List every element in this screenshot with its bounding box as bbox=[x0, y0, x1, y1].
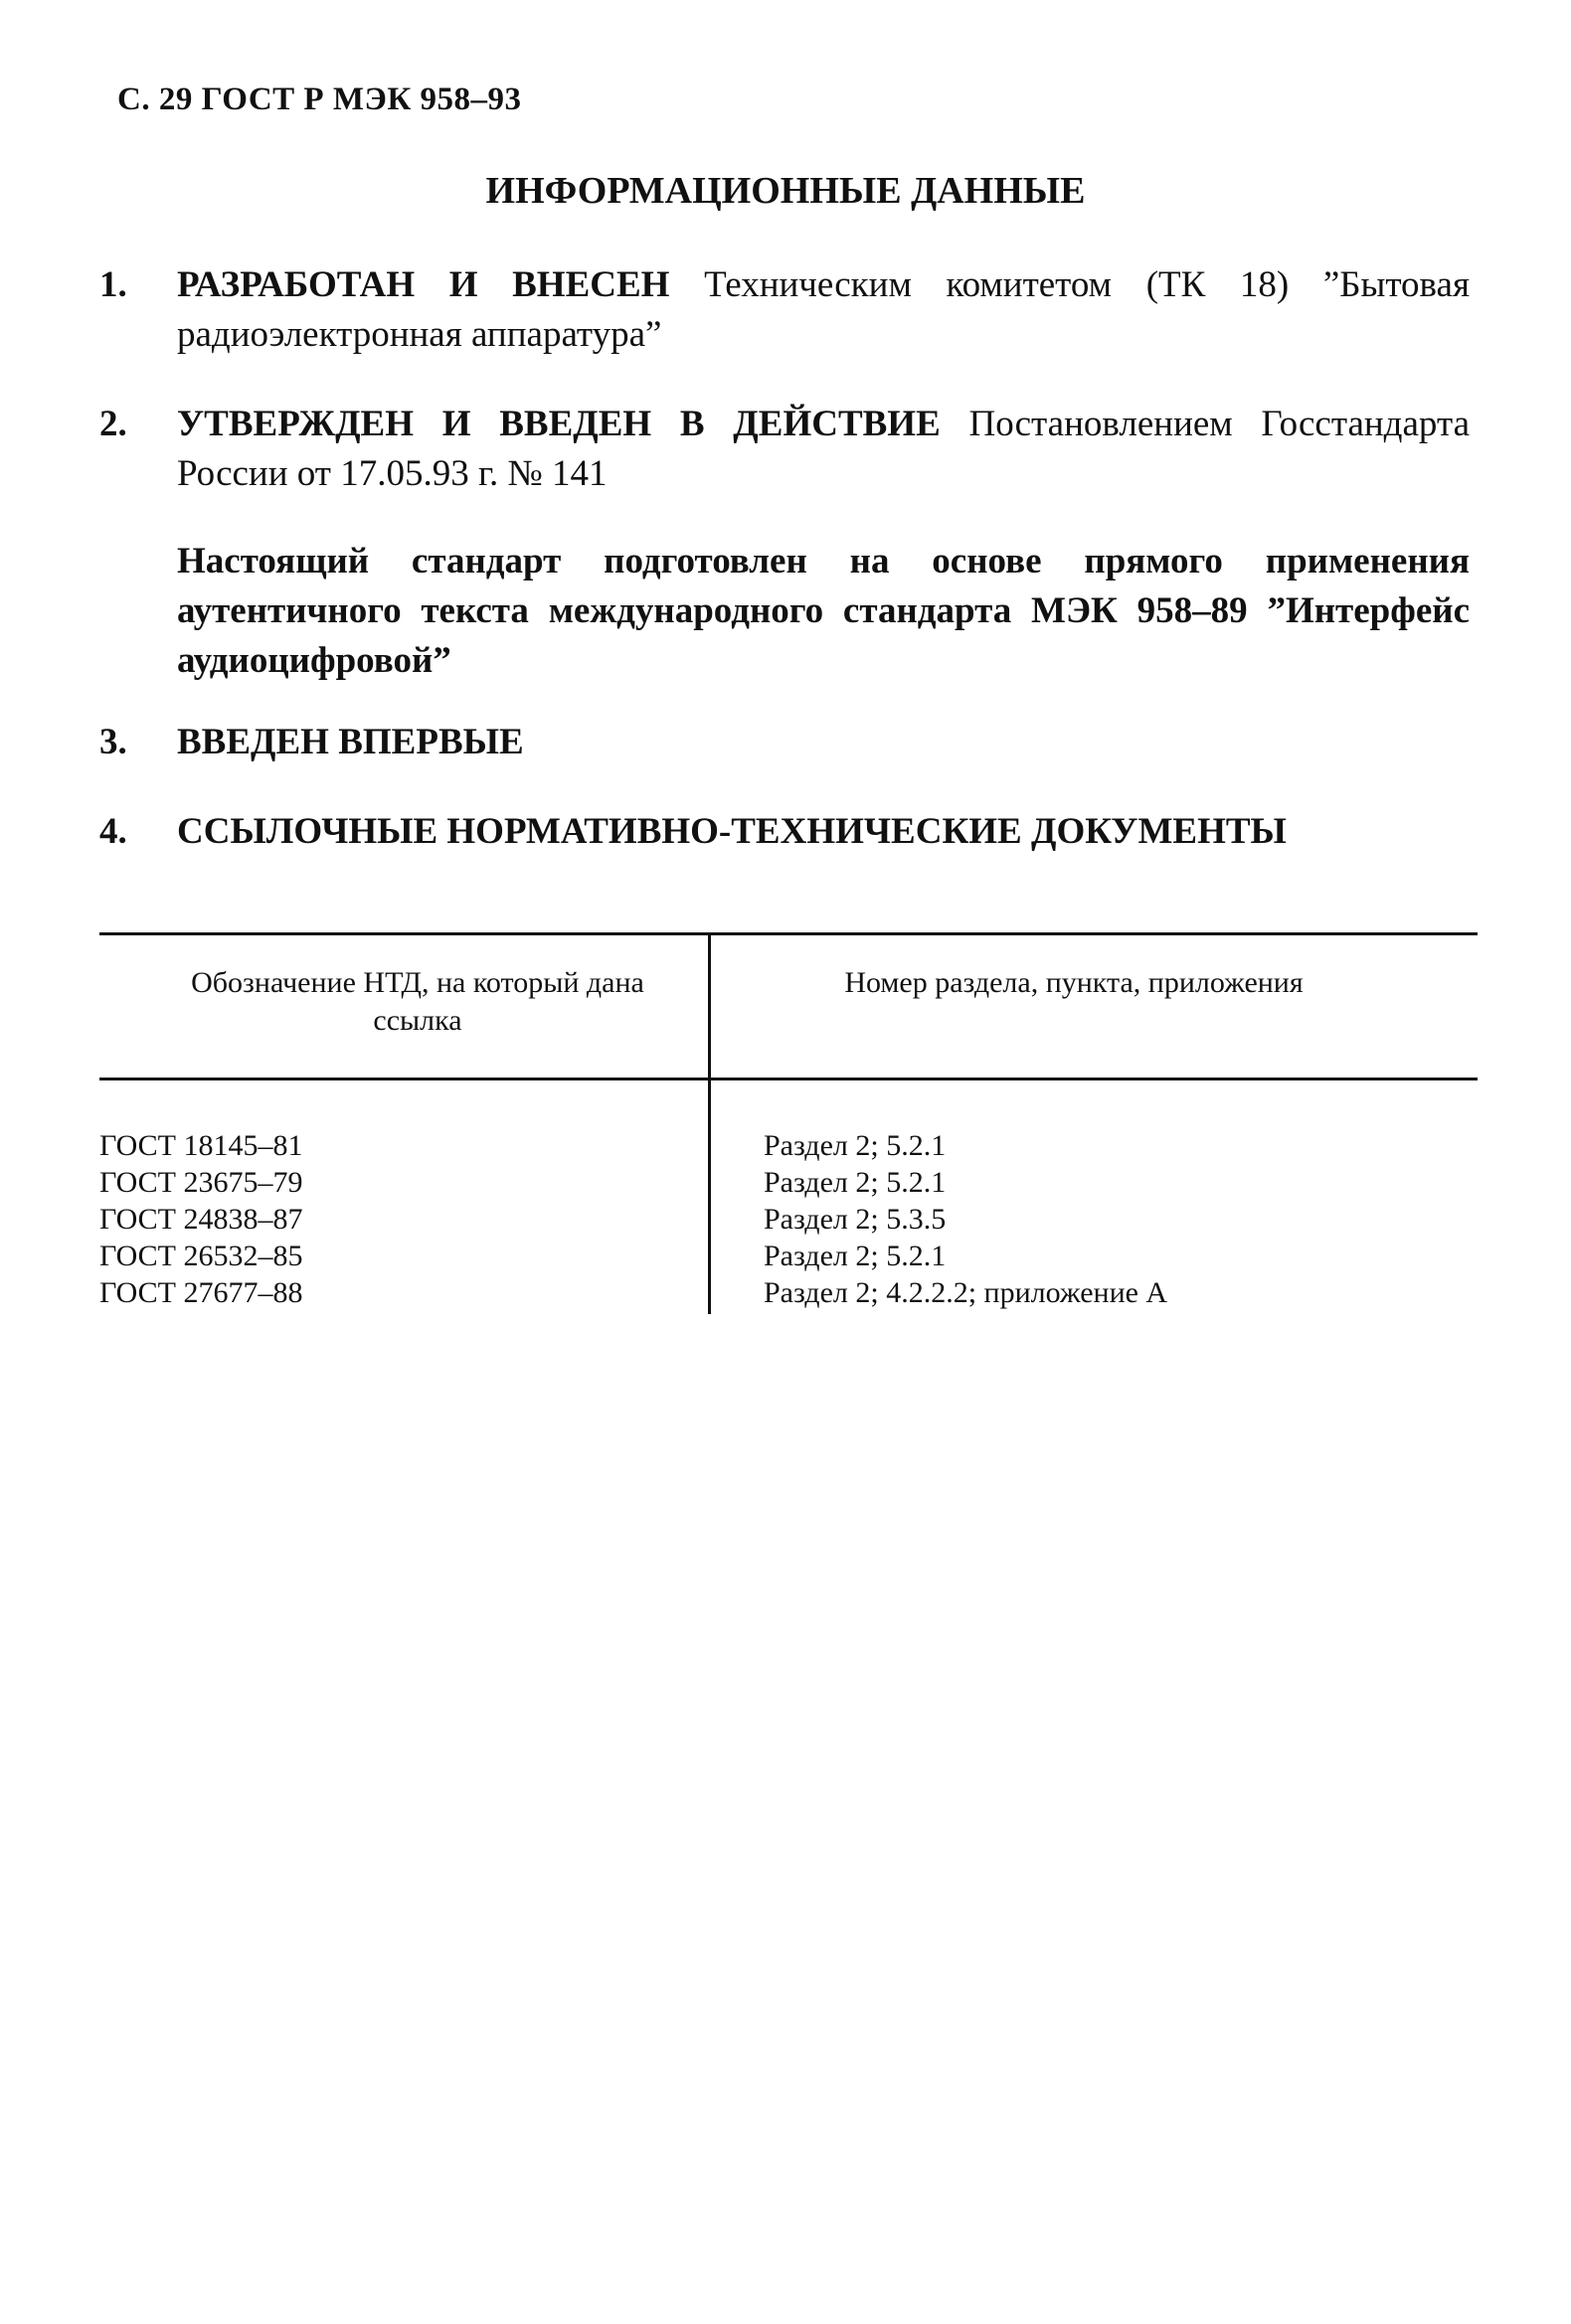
section-cell: Раздел 2; 5.2.1 bbox=[764, 1166, 947, 1199]
table-row bbox=[99, 1127, 1478, 1164]
item-text: ССЫЛОЧНЫЕ НОРМАТИВНО-ТЕХНИЧЕСКИЕ ДОКУМЕНТЫ bbox=[177, 811, 1287, 852]
item-text: ВВЕДЕН ВПЕРВЫЕ bbox=[177, 722, 524, 762]
item-number: 2. bbox=[99, 404, 127, 444]
section-cell: Раздел 2; 5.2.1 bbox=[764, 1129, 947, 1162]
item-body bbox=[177, 260, 1470, 360]
section-cell: Раздел 2; 5.2.1 bbox=[764, 1240, 947, 1272]
item-body bbox=[177, 400, 1470, 499]
info-item-4 bbox=[99, 807, 1470, 857]
document-cell: ГОСТ 23675–79 bbox=[99, 1166, 303, 1199]
section-cell: Раздел 2; 4.2.2.2; приложение А bbox=[764, 1276, 1168, 1309]
page-title: ИНФОРМАЦИОННЫЕ ДАННЫЕ bbox=[485, 170, 1086, 212]
document-cell: ГОСТ 24838–87 bbox=[99, 1203, 303, 1236]
item-text: Техническим комитетом (ТК 18) ”Бытовая радиоэлектронная аппаратура” bbox=[177, 264, 1470, 355]
table-row bbox=[99, 1274, 1478, 1311]
item-number: 3. bbox=[99, 722, 127, 762]
standard-note: Настоящий стандарт подготовлен на основе прямого применения аутентичного текста международного стандарта МЭК 958–89 ”Интерфейс аудиоцифровой” bbox=[177, 541, 1470, 681]
info-item-2 bbox=[99, 400, 1470, 499]
page-header: С. 29 ГОСТ Р МЭК 958–93 bbox=[117, 82, 522, 117]
item-heading: УТВЕРЖДЕН И ВВЕДЕН В ДЕЙСТВИЕ bbox=[177, 404, 941, 444]
table-row bbox=[99, 1164, 1478, 1201]
item-text: Постановлением Госстандарта России от 17.05.93 г. № 141 bbox=[177, 404, 1470, 494]
section-cell: Раздел 2; 5.3.5 bbox=[764, 1203, 947, 1236]
info-item-3 bbox=[99, 718, 1470, 767]
document-cell: ГОСТ 18145–81 bbox=[99, 1129, 303, 1162]
table-body bbox=[99, 1127, 1478, 1311]
column-header-section: Номер раздела, пункта, приложения bbox=[844, 966, 1304, 999]
item-number: 4. bbox=[99, 811, 127, 852]
reference-table bbox=[99, 932, 1478, 1314]
info-item-1 bbox=[99, 260, 1470, 360]
item-number: 1. bbox=[99, 264, 127, 305]
document-cell: ГОСТ 27677–88 bbox=[99, 1276, 303, 1309]
table-row bbox=[99, 1201, 1478, 1238]
table-header-rule bbox=[99, 1078, 1478, 1080]
item-heading: РАЗРАБОТАН И ВНЕСЕН bbox=[177, 264, 670, 305]
table-row bbox=[99, 1238, 1478, 1274]
document-cell: ГОСТ 26532–85 bbox=[99, 1240, 303, 1272]
column-header-document: Обозначение НТД, на который дана ссылка bbox=[191, 966, 644, 1037]
table-top-rule bbox=[99, 932, 1478, 935]
